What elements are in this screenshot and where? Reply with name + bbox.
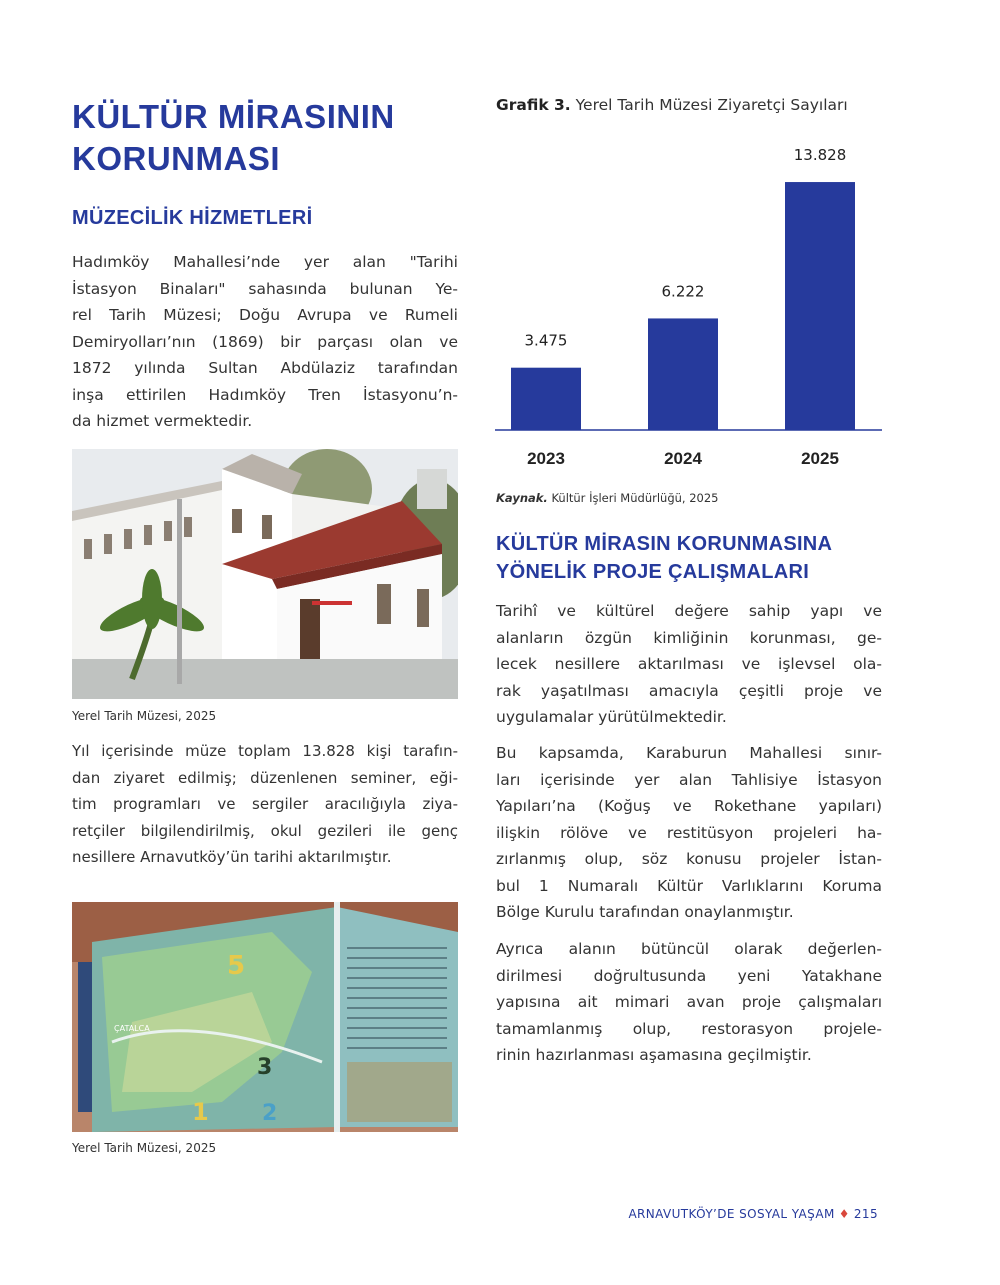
chart-title-text: Yerel Tarih Müzesi Ziyaretçi Sayıları [575, 96, 848, 114]
page-title [72, 96, 462, 180]
text-line: alanların özgün kimliğinin korunması, ge- [496, 628, 882, 647]
svg-text:5: 5 [227, 951, 246, 981]
page-title-line1: KÜLTÜR MİRASININ [72, 98, 395, 135]
text-line: dirilmesi doğrultusunda yeni Yatakhane [496, 966, 882, 985]
text-line: uygulamalar yürütülmektedir. [496, 708, 727, 726]
text-line: ları içerisinde yer alan Tahlisiye İstasyon [496, 770, 882, 789]
text-line: tim programları ve sergiler aracılığıyla ziya- [72, 795, 458, 813]
paragraph-heritage-intro [496, 598, 882, 731]
text-line: Tarihî ve kültürel değere sahip yapı ve [496, 602, 882, 620]
map-label-catalca: ÇATALCA [114, 1024, 150, 1033]
heading-line: YÖNELİK PROJE ÇALIŞMALARI [496, 561, 810, 583]
text-line: yapısına ait mimari avan proje çalışmaları [496, 993, 882, 1011]
text-line: inşa ettirilen Hadımköy Tren İstasyonu’n- [72, 385, 458, 404]
museum-exhibit-photo [72, 902, 458, 1132]
text-line: Hadımköy Mahallesi’nde yer alan "Tarihi [72, 253, 458, 271]
tick-label-2024: 2024 [664, 449, 702, 468]
text-line: rinin hazırlanması aşamasına geçilmiştir. [496, 1046, 812, 1064]
text-line: Bölge Kurulu tarafından onaylanmıştır. [496, 903, 794, 921]
footer-text: ARNAVUTKÖY’DE SOSYAL YAŞAM [628, 1207, 835, 1221]
svg-text:2: 2 [262, 1101, 278, 1126]
text-line: ilişkin rölöve ve restitüsyon projeleri ha- [496, 823, 882, 842]
value-label-2025: 13.828 [793, 146, 847, 165]
page-number: 215 [853, 1207, 878, 1221]
photo1-caption: Yerel Tarih Müzesi, 2025 [72, 709, 217, 723]
text-line: İstasyon Binaları" sahasında bulunan Ye- [72, 279, 458, 298]
paragraph-visitors [72, 738, 458, 871]
value-label-2024: 6.222 [661, 282, 705, 301]
text-line: bul 1 Numaralı Kültür Varlıklarını Koruma [496, 876, 882, 895]
bar-2024 [648, 318, 718, 430]
text-line: dan ziyaret edilmiş; düzenlenen seminer, eği- [72, 768, 458, 787]
chart-title-label: Grafik 3. [496, 96, 571, 114]
text-line: rel Tarih Müzesi; Doğu Avrupa ve Rumeli [72, 306, 458, 324]
page-title-line2: KORUNMASI [72, 140, 280, 177]
value-label-2023: 3.475 [524, 331, 568, 350]
text-line: lecek nesillere aktarılması ve işlevsel ola- [496, 655, 882, 673]
text-line: Yapıları’na (Koğuş ve Rokethane yapıları) [496, 797, 882, 815]
tick-label-2023: 2023 [527, 449, 565, 468]
section-heading-muzecilik: MÜZECİLİK HİZMETLERİ [72, 207, 313, 229]
museum-building-photo [72, 449, 458, 699]
section-heading-proje [496, 530, 832, 586]
text-line: rak yaşatılması amacıyla çeşitli proje ve [496, 681, 882, 700]
footer-dot-icon: ♦ [838, 1207, 850, 1221]
page-footer [628, 1207, 878, 1221]
heading-line: KÜLTÜR MİRASIN KORUNMASINA [496, 533, 833, 555]
text-line: zırlanmış olup, söz konusu projeler İstan- [496, 850, 882, 868]
chart-source-label: Kaynak. [496, 491, 548, 505]
text-line: nesillere Arnavutköy’ün tarihi aktarılmıştır. [72, 848, 392, 866]
tick-label-2025: 2025 [801, 449, 839, 468]
text-line: retçiler bilgilendirilmiş, okul gezileri ile genç [72, 821, 458, 840]
text-line: 1872 yılında Sultan Abdülaziz tarafından [72, 359, 458, 377]
svg-text:1: 1 [192, 1098, 209, 1126]
paragraph-museum-intro [72, 249, 458, 435]
chart-source-text: Kültür İşleri Müdürlüğü, 2025 [551, 491, 719, 505]
text-line: Demiryolları’nın (1869) bir parçası olan ve [72, 332, 458, 351]
text-line: Yıl içerisinde müze toplam 13.828 kişi tarafın- [72, 742, 458, 760]
paragraph-tahlisiye [496, 740, 882, 926]
paragraph-yatakhane [496, 936, 882, 1069]
visitor-bar-chart [490, 130, 890, 480]
text-line: Ayrıca alanın bütüncül olarak değerlen- [496, 940, 882, 958]
chart-source [496, 491, 718, 505]
chart-title [496, 96, 848, 114]
svg-text:3: 3 [257, 1055, 273, 1080]
text-line: da hizmet vermektedir. [72, 412, 253, 430]
bar-2023 [511, 368, 581, 430]
text-line: Bu kapsamda, Karaburun Mahallesi sınır- [496, 744, 882, 762]
bar-2025 [785, 182, 855, 430]
text-line: tamamlanmış olup, restorasyon projele- [496, 1019, 882, 1038]
photo2-caption: Yerel Tarih Müzesi, 2025 [72, 1141, 217, 1155]
